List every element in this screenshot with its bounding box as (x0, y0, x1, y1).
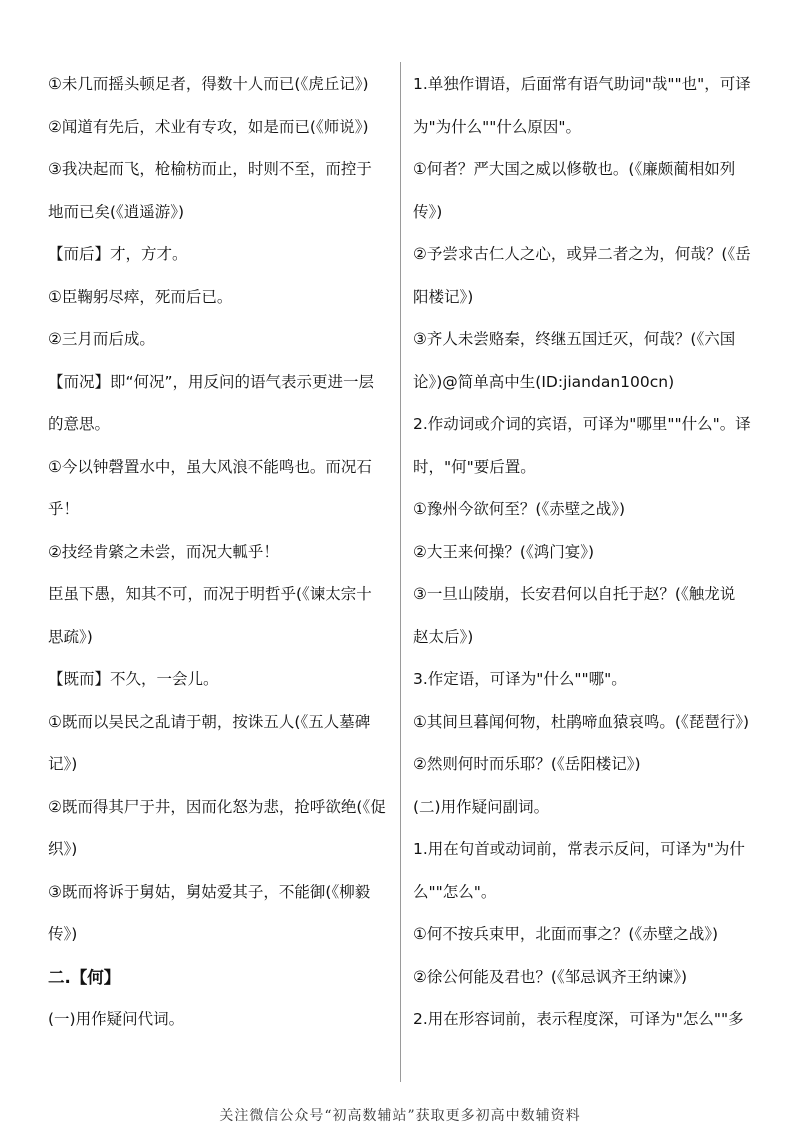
text-line: 织》) (48, 840, 78, 858)
text-line: 地而已矣(《逍遥游》) (48, 202, 185, 221)
text-line: (一)用作疑问代词。 (48, 1010, 185, 1028)
text-line: 1.用在句首或动词前，常表示反问，可译为"为什 (413, 840, 745, 858)
text-line: ①未几而摇头顿足者，得数十人而已(《虎丘记》) (48, 75, 369, 93)
text-line: ②三月而后成。 (48, 330, 155, 348)
text-line: ①其间旦暮闻何物，杜鹃啼血猿哀鸣。(《琵琶行》) (413, 712, 749, 731)
text-line: ①何不按兵束甲，北面而事之？(《赤壁之战》) (413, 925, 718, 943)
text-line: 传》) (48, 925, 78, 943)
text-line: 乎！ (48, 500, 80, 518)
text-line: 臣虽下愚，知其不可，而况于明哲乎(《谏太宗十 (48, 585, 372, 603)
column-divider (400, 62, 401, 1082)
text-line: ②技经肯綮之未尝，而况大軱乎！ (48, 542, 279, 561)
text-line: 论》)@简单高中生(ID:jiandan100cn) (413, 372, 675, 391)
page-footer-note: 关注微信公众号“初高数辅站”获取更多初高中数辅资料 (219, 1108, 581, 1124)
text-line: 3.作定语，可译为"什么""哪"。 (413, 670, 627, 688)
text-line: ②闻道有先后，术业有专攻，如是而已(《师说》) (48, 117, 369, 136)
text-line: 2.作动词或介词的宾语，可译为"哪里""什么"。译 (413, 415, 751, 433)
text-line: 传》) (413, 202, 443, 221)
right-text-column (413, 74, 753, 1052)
text-line: 时，"何"要后置。 (413, 457, 536, 476)
text-line: ①何者？严大国之威以修敬也。(《廉颇蔺相如列 (413, 160, 736, 178)
text-line: 赵太后》) (413, 627, 474, 646)
text-line: ③齐人未尝赂秦，终继五国迁灭，何哉？(《六国 (413, 330, 736, 348)
text-line: ②予尝求古仁人之心，或异二者之为，何哉？(《岳 (413, 245, 751, 263)
text-line: ②徐公何能及君也？(《邹忌讽齐王纳谏》) (413, 967, 687, 986)
text-line: ①既而以吴民之乱请于朝，按诛五人(《五人墓碑 (48, 712, 371, 731)
text-line: 思疏》) (48, 627, 93, 646)
text-line: ③既而将诉于舅姑，舅姑爱其子，不能御(《柳毅 (48, 882, 371, 901)
text-line: ②既而得其尸于井，因而化怒为悲，抢呼欲绝(《促 (48, 797, 386, 816)
text-line: 的意思。 (48, 415, 111, 433)
left-text-column (48, 74, 393, 1052)
text-line: 记》) (48, 755, 78, 773)
text-line: 1.单独作谓语，后面常有语气助词"哉""也"，可译 (413, 75, 751, 93)
text-line: 【而况】即“何况”，用反问的语气表示更进一层 (48, 372, 375, 391)
text-line: (二)用作疑问副词。 (413, 797, 550, 816)
text-line: ②然则何时而乐耶？(《岳阳楼记》) (413, 755, 641, 773)
section-heading: 二.【何】 (48, 967, 121, 987)
text-line: 【而后】才，方才。 (48, 245, 188, 263)
text-line: ③一旦山陵崩，长安君何以自托于赵？(《触龙说 (413, 585, 736, 603)
text-line: 阳楼记》) (413, 287, 474, 306)
text-line: 为"为什么""什么原因"。 (413, 117, 582, 136)
text-line: ①豫州今欲何至？(《赤壁之战》) (413, 500, 625, 518)
text-line: ②大王来何操？(《鸿门宴》) (413, 542, 594, 561)
text-line: ①臣鞠躬尽瘁，死而后已。 (48, 287, 233, 306)
text-line: 么""怎么"。 (413, 882, 497, 901)
text-line: ③我决起而飞，枪榆枋而止，时则不至，而控于 (48, 160, 372, 178)
text-line: 2.用在形容词前，表示程度深，可译为"怎么""多 (413, 1010, 744, 1028)
text-line: 【既而】不久，一会儿。 (48, 670, 219, 688)
text-line: ①今以钟磬置水中，虽大风浪不能鸣也。而况石 (48, 457, 372, 476)
